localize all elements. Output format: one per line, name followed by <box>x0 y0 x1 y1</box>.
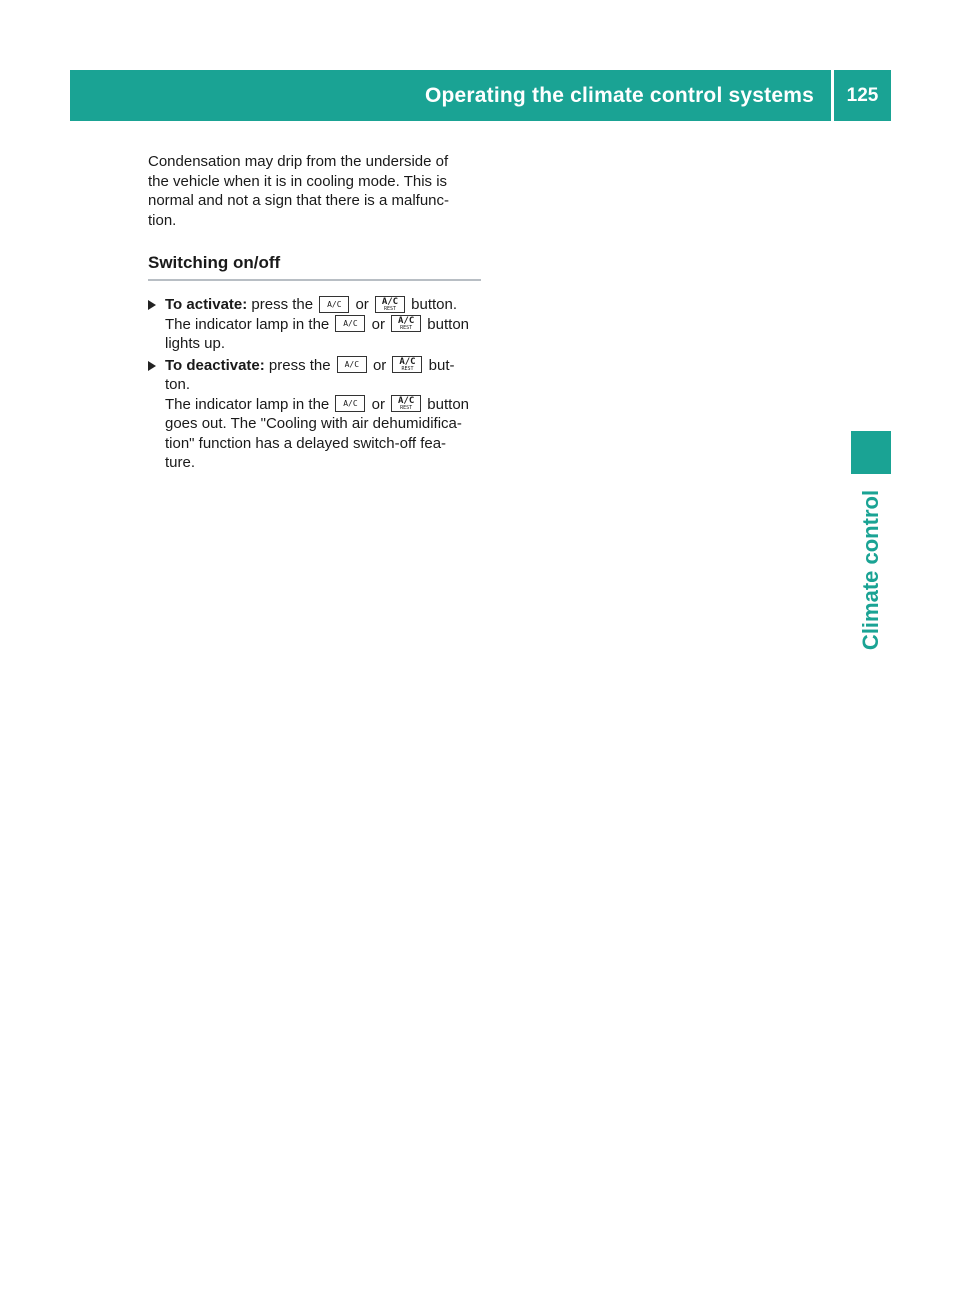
step-text: button. <box>411 296 458 313</box>
side-tab-label: Climate control <box>858 489 883 651</box>
key-bottom-text: REST <box>400 405 413 412</box>
step-text: The indicator lamp in the <box>165 315 330 333</box>
step-text: tion" function has a delayed switch-off fea- <box>165 434 447 452</box>
step-text: or <box>371 315 385 333</box>
step-text: ton. <box>165 376 191 393</box>
step-text: goes out. The "Cooling with air dehumidifica- <box>165 415 462 432</box>
step-text: press the <box>251 296 314 313</box>
ac-button-icon: A/C <box>337 356 367 373</box>
ac-rest-button-icon <box>391 315 421 332</box>
step-text: ture. <box>165 454 196 471</box>
step-text: The indicator lamp in the <box>165 395 330 413</box>
ac-rest-button-icon <box>391 395 421 412</box>
section-heading: Switching on/off <box>148 252 481 281</box>
step-text: button <box>427 315 470 333</box>
step-text: or <box>372 356 387 374</box>
ac-rest-button-icon <box>375 296 405 313</box>
key-top-text: A/C <box>399 357 416 368</box>
step-activate <box>148 295 481 354</box>
main-content <box>148 152 481 475</box>
step-text: button <box>427 395 470 413</box>
intro-line: Condensation may drip from the underside of <box>148 153 449 170</box>
side-tab-marker <box>851 431 891 474</box>
step-text: but- <box>428 356 455 374</box>
intro-line: normal and not a sign that there is a malfunc- <box>148 192 449 209</box>
ac-button-icon: A/C <box>335 395 365 412</box>
ac-button-icon: A/C <box>335 315 365 332</box>
step-list <box>148 295 481 473</box>
key-top-text: A/C <box>397 396 415 407</box>
ac-rest-button-icon <box>392 356 422 373</box>
key-top-text: A/C <box>397 316 415 327</box>
step-label: To deactivate: <box>165 356 265 374</box>
step-text: press the <box>268 356 331 374</box>
key-bottom-text: REST <box>401 366 414 373</box>
step-text: or <box>371 395 385 413</box>
page-number: 125 <box>834 70 891 121</box>
header-bar <box>70 70 891 121</box>
step-arrow-icon <box>148 361 156 371</box>
step-text: or <box>355 296 369 313</box>
key-top-text: A/C <box>381 296 399 307</box>
key-bottom-text: REST <box>383 305 396 312</box>
step-deactivate <box>148 356 481 473</box>
page-title: Operating the climate control systems <box>424 84 814 107</box>
intro-line: tion. <box>148 211 177 229</box>
step-arrow-icon <box>148 300 156 310</box>
step-label: To activate: <box>165 296 248 313</box>
intro-line: the vehicle when it is in cooling mode. This is <box>148 172 448 190</box>
key-bottom-text: REST <box>400 325 413 332</box>
ac-button-icon: A/C <box>319 296 349 313</box>
step-text: lights up. <box>165 335 226 352</box>
intro-paragraph <box>148 152 481 230</box>
